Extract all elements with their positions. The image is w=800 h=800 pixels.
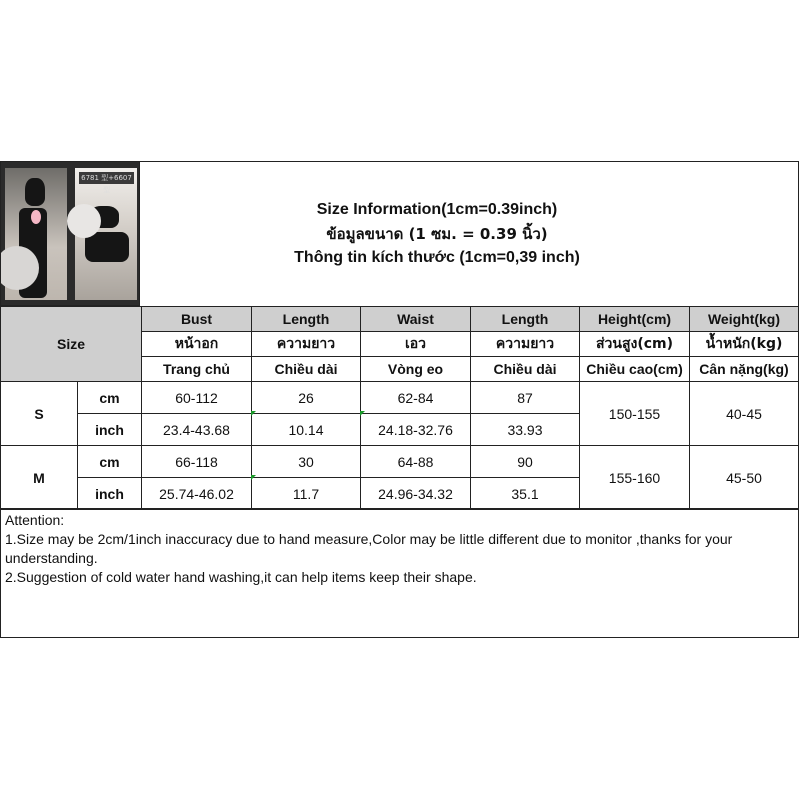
column-header-bust-vietnamese: Trang chủ bbox=[142, 357, 252, 382]
column-header-weight-vietnamese: Cân nặng(kg) bbox=[690, 357, 799, 382]
size-s-length2-inch: 33.93 bbox=[471, 414, 580, 446]
attention-note-1: 1.Size may be 2cm/1inch inaccuracy due to hand measure,Color may be little different due to monitor ,thanks for your understanding. bbox=[5, 531, 733, 566]
column-header-height: Height(cm) bbox=[580, 307, 690, 332]
column-header-length-thai: ความยาว bbox=[252, 332, 361, 357]
size-m-waist-inch: 24.96-34.32 bbox=[361, 478, 471, 510]
size-s-waist-cm: 62-84 bbox=[361, 382, 471, 414]
unit-inch: inch bbox=[78, 478, 142, 510]
column-header-weight-thai: น้ำหนัก(kg) bbox=[690, 332, 799, 357]
size-m-height: 155-160 bbox=[580, 446, 690, 510]
size-m-bust-cm: 66-118 bbox=[142, 446, 252, 478]
product-photo-left bbox=[5, 168, 67, 300]
column-header-bust-thai: หน้าอก bbox=[142, 332, 252, 357]
attention-note-2: 2.Suggestion of cold water hand washing,it can help items keep their shape. bbox=[5, 569, 477, 585]
product-thumbnail bbox=[0, 161, 140, 306]
cell-marker bbox=[251, 411, 256, 416]
size-s-label: S bbox=[1, 382, 78, 446]
column-header-waist-vietnamese: Vòng eo bbox=[361, 357, 471, 382]
title-vietnamese: Thông tin kích thước (1cm=0,39 inch) bbox=[294, 249, 580, 266]
size-s-length-inch: 10.14 bbox=[252, 414, 361, 446]
size-s-length-cm: 26 bbox=[252, 382, 361, 414]
size-s-height: 150-155 bbox=[580, 382, 690, 446]
size-info-title bbox=[140, 161, 799, 306]
column-header-waist-thai: เอว bbox=[361, 332, 471, 357]
product-tag: 6781 型+6607型 bbox=[79, 172, 134, 184]
column-header-length-2-thai: ความยาว bbox=[471, 332, 580, 357]
size-m-weight: 45-50 bbox=[690, 446, 799, 510]
size-m-label: M bbox=[1, 446, 78, 510]
attention-notes bbox=[0, 508, 799, 638]
unit-cm: cm bbox=[78, 446, 142, 478]
unit-inch: inch bbox=[78, 414, 142, 446]
column-header-length-2: Length bbox=[471, 307, 580, 332]
attention-heading: Attention: bbox=[5, 512, 65, 528]
column-header-height-thai: ส่วนสูง(cm) bbox=[580, 332, 690, 357]
column-header-length: Length bbox=[252, 307, 361, 332]
column-header-height-vietnamese: Chiều cao(cm) bbox=[580, 357, 690, 382]
column-header-length-2-vietnamese: Chiều dài bbox=[471, 357, 580, 382]
size-s-bust-inch: 23.4-43.68 bbox=[142, 414, 252, 446]
size-header: Size bbox=[1, 307, 142, 382]
size-s-bust-cm: 60-112 bbox=[142, 382, 252, 414]
title-thai: ข้อมูลขนาด (1 ซม. = 0.39 นิ้ว) bbox=[326, 225, 548, 243]
title-english: Size Information(1cm=0.39inch) bbox=[316, 201, 558, 218]
unit-cm: cm bbox=[78, 382, 142, 414]
column-header-length-vietnamese: Chiều dài bbox=[252, 357, 361, 382]
cell-marker bbox=[360, 411, 365, 416]
size-chart bbox=[0, 161, 799, 638]
size-m-length2-cm: 90 bbox=[471, 446, 580, 478]
column-header-weight: Weight(kg) bbox=[690, 307, 799, 332]
column-header-bust: Bust bbox=[142, 307, 252, 332]
size-m-length2-inch: 35.1 bbox=[471, 478, 580, 510]
size-table bbox=[0, 306, 799, 510]
size-m-waist-cm: 64-88 bbox=[361, 446, 471, 478]
size-s-length2-cm: 87 bbox=[471, 382, 580, 414]
size-m-length-inch: 11.7 bbox=[252, 478, 361, 510]
size-m-length-cm: 30 bbox=[252, 446, 361, 478]
size-m-bust-inch: 25.74-46.02 bbox=[142, 478, 252, 510]
size-s-weight: 40-45 bbox=[690, 382, 799, 446]
column-header-waist: Waist bbox=[361, 307, 471, 332]
cell-marker bbox=[251, 475, 256, 480]
size-s-waist-inch: 24.18-32.76 bbox=[361, 414, 471, 446]
